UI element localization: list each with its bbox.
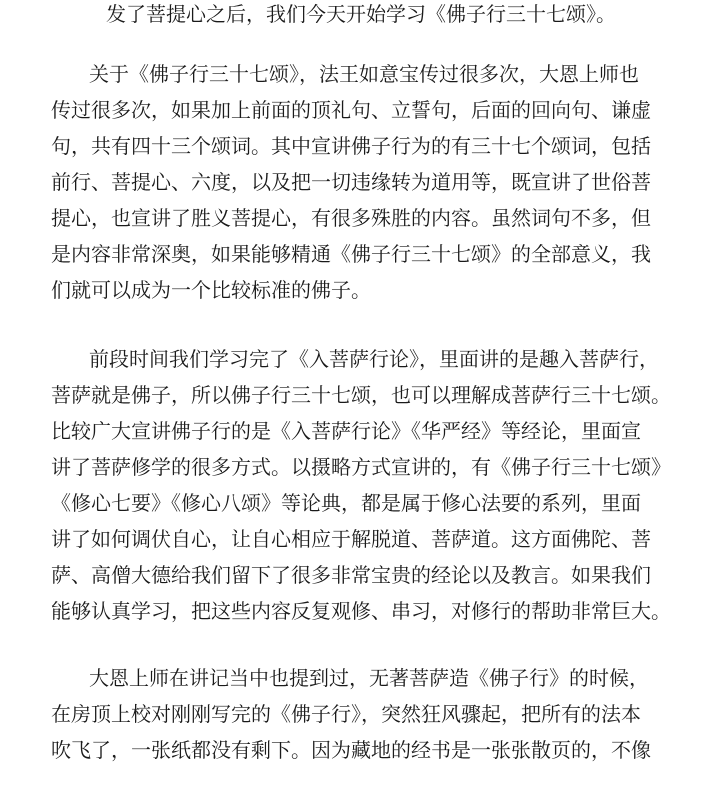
p3-line-8: 能够认真学习，把这些内容反复观修、串习，对修行的帮助非常巨大。 bbox=[51, 599, 671, 623]
p3-line-7: 萨、高僧大德给我们留下了很多非常宝贵的经论以及教言。如果我们 bbox=[51, 563, 651, 587]
p2-line-6: 是内容非常深奥，如果能够精通《佛子行三十七颂》的全部意义，我 bbox=[51, 242, 651, 266]
p2-line-3: 句，共有四十三个颂词。其中宣讲佛子行为的有三十七个颂词，包括 bbox=[51, 134, 651, 158]
p3-line-1: 前段时间我们学习完了《入菩萨行论》，里面讲的是趣入菩萨行， bbox=[89, 347, 659, 371]
p4-line-3: 吹飞了，一张纸都没有剩下。因为藏地的经书是一张张散页的，不像 bbox=[51, 738, 651, 762]
p2-line-5: 提心，也宣讲了胜义菩提心，有很多殊胜的内容。虽然词句不多，但 bbox=[51, 206, 651, 230]
p3-line-6: 讲了如何调伏自心，让自心相应于解脱道、菩萨道。这方面佛陀、菩 bbox=[51, 527, 651, 551]
p2-line-4: 前行、菩提心、六度，以及把一切违缘转为道用等，既宣讲了世俗菩 bbox=[51, 170, 651, 194]
p4-line-1: 大恩上师在讲记当中也提到过，无著菩萨造《佛子行》的时候， bbox=[89, 666, 649, 690]
p3-line-3: 比较广大宣讲佛子行的是《入菩萨行论》《华严经》等经论，里面宣 bbox=[51, 419, 641, 443]
p3-line-2: 菩萨就是佛子，所以佛子行三十七颂，也可以理解成菩萨行三十七颂。 bbox=[51, 383, 671, 407]
p4-line-2: 在房顶上校对刚刚写完的《佛子行》，突然狂风骤起，把所有的法本 bbox=[51, 702, 641, 726]
p2-line-2: 传过很多次，如果加上前面的顶礼句、立誓句，后面的回向句、谦虚 bbox=[51, 98, 651, 122]
p2-line-7: 们就可以成为一个比较标准的佛子。 bbox=[51, 278, 371, 302]
p1-line-1: 发了菩提心之后，我们今天开始学习《佛子行三十七颂》。 bbox=[106, 2, 616, 26]
p3-line-5: 《修心七要》《修心八颂》等论典，都是属于修心法要的系列，里面 bbox=[51, 491, 641, 515]
p3-line-4: 讲了菩萨修学的很多方式。以摄略方式宣讲的，有《佛子行三十七颂》 bbox=[51, 455, 671, 479]
p2-line-1: 关于《佛子行三十七颂》，法王如意宝传过很多次，大恩上师也 bbox=[89, 62, 639, 86]
